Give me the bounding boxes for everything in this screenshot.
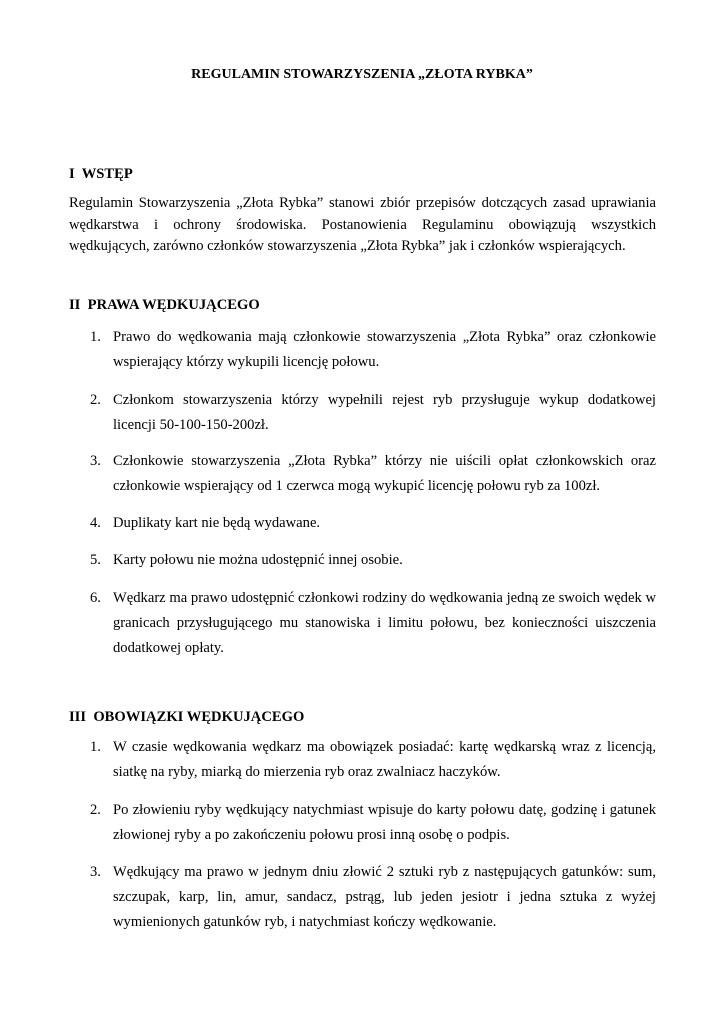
section-paragraph-wstep: Regulamin Stowarzyszenia „Złota Rybka” stanowi zbiór przepisów dotczących zasad uprawiania wędkarstwa i ochrony środowiska. Postanowienia Regulaminu obowiązują wszystkich wędkujących, zarówno członków stowarzyszenia „Złota Rybka” jak i członków wspierających. <box>69 195 656 254</box>
list-item-number: 5. <box>90 552 101 568</box>
list-item-text: Wędkujący ma prawo w jednym dniu złowić 2 sztuki ryb z następujących gatunków: sum, szczupak, karp, lin, amur, sandacz, pstrąg, lub jeden jesiotr i jedna sztuka z wyżej wymienionych gatunków ryb, i natychmiast kończy wędkowanie. <box>113 864 656 930</box>
list-item-number: 3. <box>90 453 101 469</box>
list-item-text: Duplikaty kart nie będą wydawane. <box>113 515 321 531</box>
section-heading-wstep: I WSTĘP <box>69 166 133 182</box>
list-item-text: Wędkarz ma prawo udostępnić członkowi rodziny do wędkowania jedną ze swoich wędek w granicach przysługującego mu stanowiska i limitu połowu, bez konieczności uiszczenia dodatkowej opłaty. <box>113 590 656 656</box>
list-item-number: 1. <box>90 739 101 755</box>
list-item-text: Karty połowu nie można udostępnić innej osobie. <box>113 552 403 568</box>
list-item-number: 3. <box>90 864 101 880</box>
list-item-number: 2. <box>90 802 101 818</box>
list-item-text: Po złowieniu ryby wędkujący natychmiast wpisuje do karty połowu datę, godzinę i gatunek złowionej ryby a po zakończeniu połowu prosi inną osobę o podpis. <box>113 802 656 843</box>
list-item-text: Prawo do wędkowania mają członkowie stowarzyszenia „Złota Rybka” oraz członkowie wspierający którzy wykupili licencję połowu. <box>113 329 656 370</box>
section-heading-prawa: II PRAWA WĘDKUJĄCEGO <box>69 297 260 313</box>
list-item-text: Członkowie stowarzyszenia „Złota Rybka” którzy nie uiścili opłat członkowskich oraz członkowie wspierający od 1 czerwca mogą wykupić licencję połowu ryb za 100zł. <box>113 453 656 494</box>
list-item-number: 6. <box>90 590 101 606</box>
document-title: REGULAMIN STOWARZYSZENIA „ZŁOTA RYBKA” <box>191 67 533 82</box>
list-item-number: 1. <box>90 329 101 345</box>
list-item-text: W czasie wędkowania wędkarz ma obowiązek posiadać: kartę wędkarską wraz z licencją, siatkę na ryby, miarką do mierzenia ryb oraz zwalniacz haczyków. <box>113 739 656 780</box>
list-item-text: Członkom stowarzyszenia którzy wypełnili rejest ryb przysługuje wykup dodatkowej licencji 50-100-150-200zł. <box>113 392 656 433</box>
list-item-number: 2. <box>90 392 101 408</box>
section-heading-obowiazki: III OBOWIĄZKI WĘDKUJĄCEGO <box>69 709 305 725</box>
list-item-number: 4. <box>90 515 101 531</box>
